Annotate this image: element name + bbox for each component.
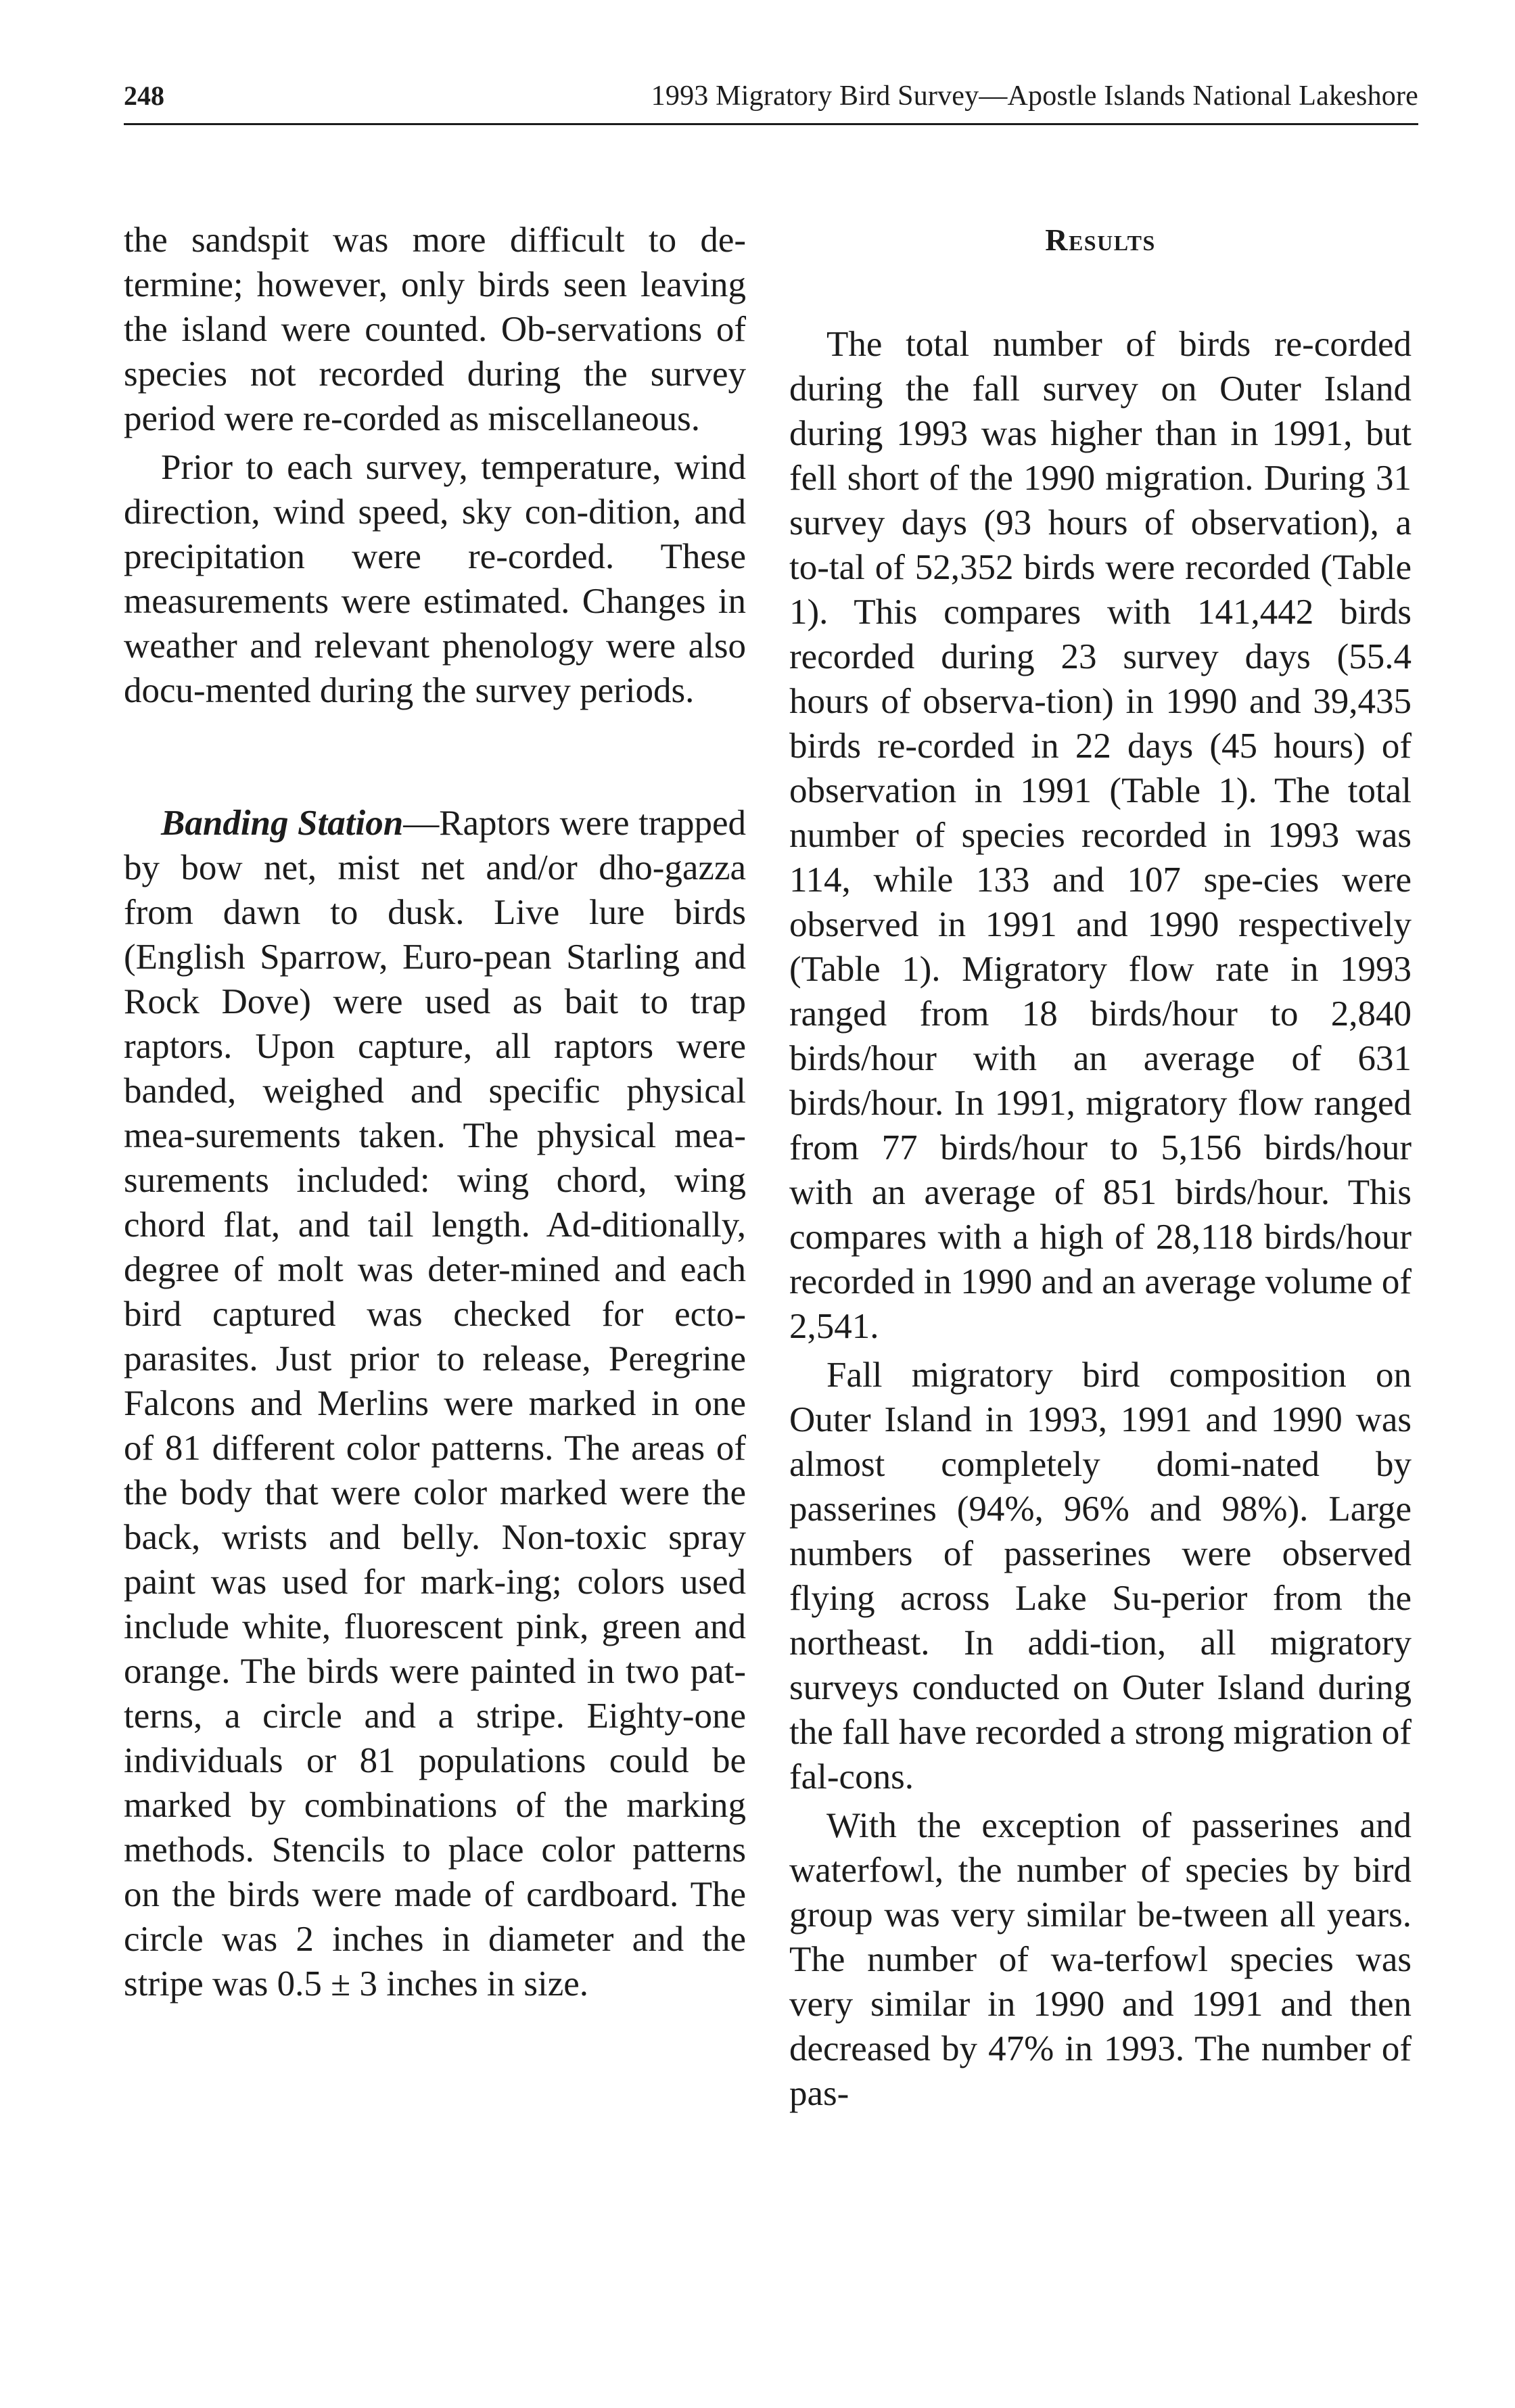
- banding-station-heading: Banding Station: [161, 804, 404, 843]
- results-heading: Results: [1045, 223, 1156, 257]
- banding-station-paragraph: [124, 801, 746, 2006]
- results-species-paragraph: With the exception of passerines and waterfowl, the number of species by bird group was very similar be-tween all years. The number of wa-terfowl species was very similar in 1990 and 1991 and then decreased by 47% in 1993. The number of pas-: [789, 1806, 1412, 2113]
- left-column: [124, 218, 746, 2006]
- banding-station-text: —Raptors were trapped by bow net, mist net and/or dho-gazza from dawn to dusk. Live lure birds (English Sparrow, Euro-pean Starling and Rock Dove) were used as bait to trap raptors. Upon capture, all raptors were banded, weighed and specific physical mea-surements taken. The physical mea-surements included: wing chord, wing chord flat, and tail length. Ad-ditionally, degree of molt was deter-mined and each bird captured was checked for ecto-parasites. Just prior to release, Peregrine Falcons and Merlins were marked in one of 81 different color patterns. The areas of the body that were color marked were the back, wrists and belly. Non-toxic spray paint was used for mark-ing; colors used include white, fluorescent pink, green and orange. The birds were painted in two pat-terns, a circle and a stripe. Eighty-one individuals or 81 populations could be marked by combinations of the marking methods. Stencils to place color patterns on the birds were made of cardboard. The circle was 2 inches in diameter and the stripe was 0.5 ± 3 inches in size.: [124, 804, 746, 2004]
- results-composition-paragraph: Fall migratory bird composition on Outer Island in 1993, 1991 and 1990 was almost completely domi-nated by passerines (94%, 96% and 98%). Large numbers of passerines were observed flying across Lake Su-perior from the northeast. In addi-tion, all migratory surveys conducted on Outer Island during the fall have recorded a strong migration of fal-cons.: [789, 1356, 1412, 1797]
- running-title: 1993 Migratory Bird Survey—Apostle Islands National Lakeshore: [651, 80, 1418, 112]
- methods-continuation-paragraph: the sandspit was more difficult to de-termine; however, only birds seen leaving the island were counted. Ob-servations of species not recorded during the survey period were re-corded as miscellaneous.: [124, 221, 746, 438]
- weather-recording-paragraph: Prior to each survey, temperature, wind direction, wind speed, sky con-dition, and precipitation were re-corded. These measurements were estimated. Changes in weather and relevant phenology were also docu-mented during the survey periods.: [124, 448, 746, 710]
- results-totals-paragraph: The total number of birds re-corded during the fall survey on Outer Island during 1993 was higher than in 1991, but fell short of the 1990 migration. During 31 survey days (93 hours of observation), a to-tal of 52,352 birds were recorded (Table 1). This compares with 141,442 birds recorded during 23 survey days (55.4 hours of observa-tion) in 1990 and 39,435 birds re-corded in 22 days (45 hours) of observation in 1991 (Table 1). The total number of species recorded in 1993 was 114, while 133 and 107 spe-cies were observed in 1991 and 1990 respectively (Table 1). Migratory flow rate in 1993 ranged from 18 birds/hour to 2,840 birds/hour with an average of 631 birds/hour. In 1991, migratory flow ranged from 77 birds/hour to 5,156 birds/hour with an average of 851 birds/hour. This compares with a high of 28,118 birds/hour recorded in 1990 and an average volume of 2,541.: [789, 325, 1412, 1346]
- right-column: [789, 218, 1412, 2116]
- page-number: 248: [124, 80, 164, 111]
- running-head: [124, 76, 1418, 125]
